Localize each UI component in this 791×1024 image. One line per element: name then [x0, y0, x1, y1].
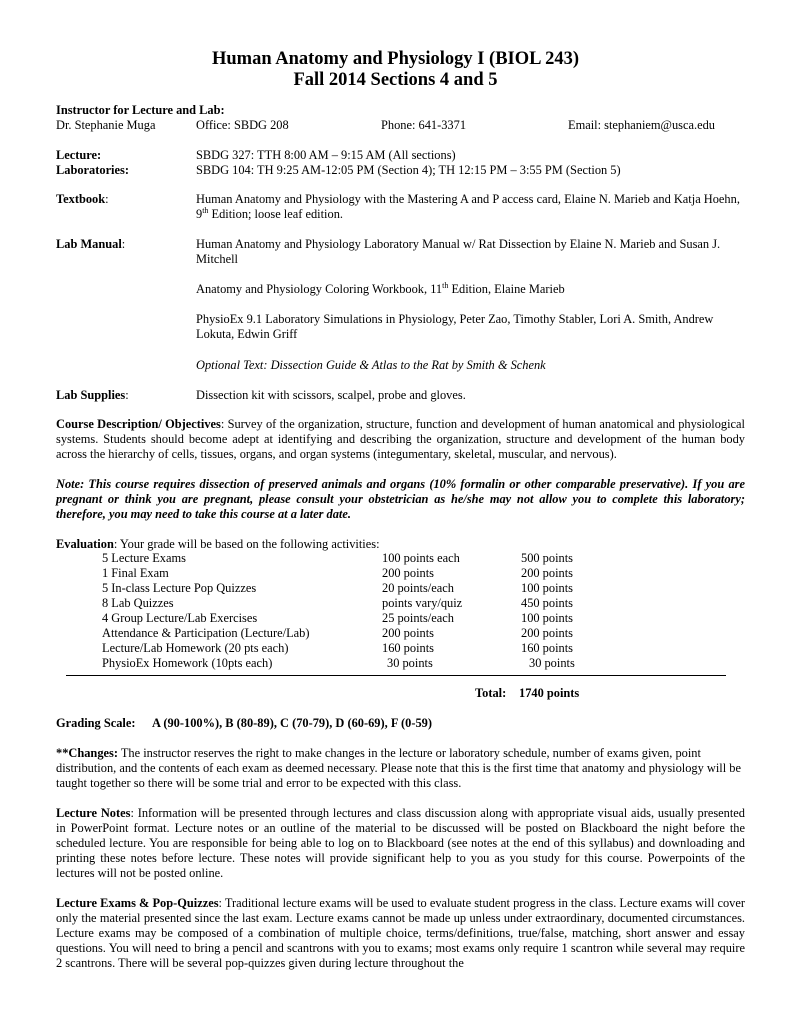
changes-text: The instructor reserves the right to make changes in the lecture or laboratory schedule, number of exams given, point distribution, and the contents of each exam as deemed necessary. Please note that this is the first time that anatomy and physiology will be taught together so there will be some trial and error to be expected with this class. — [56, 746, 741, 790]
optional-text: Optional Text: Dissection Guide & Atlas to the Rat by Smith & Schenk — [196, 358, 546, 372]
instructor-office: Office: SBDG 208 — [196, 118, 289, 132]
document-title: Human Anatomy and Physiology I (BIOL 243) — [212, 49, 579, 69]
evaluation-points-each: 200 points — [382, 626, 434, 640]
lab-supplies-colon: : — [125, 388, 129, 402]
changes-label: **Changes: — [56, 746, 118, 760]
evaluation-points-each: 100 points each — [382, 551, 460, 565]
course-description-label: Course Description/ Objectives — [56, 417, 221, 431]
evaluation-points-each: points vary/quiz — [382, 596, 463, 610]
evaluation-row — [0, 581, 791, 596]
textbook-sup: th — [202, 205, 209, 215]
evaluation-points-each: 25 points/each — [382, 611, 454, 625]
evaluation-activity: Attendance & Participation (Lecture/Lab) — [102, 626, 310, 640]
instructor-email: Email: stephaniem@usca.edu — [568, 118, 715, 132]
grading-scale-value: A (90-100%), B (80-89), C (70-79), D (60-69), F (0-59) — [152, 716, 432, 730]
lab-manual-item-2-end: Edition, Elaine Marieb — [448, 282, 565, 296]
lecture-label: Lecture: — [56, 148, 102, 162]
lecture-notes-paragraph — [56, 806, 745, 881]
evaluation-row — [0, 611, 791, 626]
lab-manual-item-1: Human Anatomy and Physiology Laboratory Manual w/ Rat Dissection by Elaine N. Marieb and Susan J. Mitchell — [196, 237, 721, 266]
instructor-heading: Instructor for Lecture and Lab: — [56, 103, 225, 117]
lab-manual-label-row — [56, 237, 125, 252]
evaluation-intro — [56, 537, 380, 552]
textbook-citation — [196, 192, 746, 222]
labs-schedule: SBDG 104: TH 9:25 AM-12:05 PM (Section 4); TH 12:15 PM – 3:55 PM (Section 5) — [196, 163, 621, 177]
textbook-label-row — [56, 192, 109, 207]
evaluation-divider — [66, 675, 726, 676]
lab-supplies-label: Lab Supplies — [56, 388, 126, 402]
evaluation-points-each: 20 points/each — [382, 581, 454, 595]
instructor-phone: Phone: 641-3371 — [381, 118, 467, 132]
textbook-colon: : — [105, 192, 109, 206]
evaluation-points-each: 30 points — [387, 656, 433, 670]
evaluation-row — [0, 641, 791, 656]
lecture-exams-label: Lecture Exams & Pop-Quizzes — [56, 896, 219, 910]
total-value: 1740 points — [519, 686, 580, 700]
evaluation-points-total: 200 points — [521, 626, 573, 640]
total-label: Total: — [475, 686, 507, 700]
evaluation-activity: 8 Lab Quizzes — [102, 596, 174, 610]
instructor-name: Dr. Stephanie Muga — [56, 118, 156, 132]
lecture-exams-paragraph — [56, 896, 745, 971]
textbook-label: Textbook — [56, 192, 106, 206]
evaluation-points-total: 450 points — [521, 596, 573, 610]
evaluation-activity: 5 In-class Lecture Pop Quizzes — [102, 581, 257, 595]
evaluation-row — [0, 551, 791, 566]
lecture-schedule: SBDG 327: TTH 8:00 AM – 9:15 AM (All sections) — [196, 148, 456, 162]
evaluation-row — [0, 566, 791, 581]
evaluation-row — [0, 656, 791, 671]
course-description — [56, 417, 745, 462]
evaluation-points-total: 30 points — [529, 656, 575, 670]
lab-manual-colon: : — [121, 237, 126, 251]
evaluation-points-each: 200 points — [382, 566, 434, 580]
evaluation-activity: 5 Lecture Exams — [102, 551, 186, 565]
lecture-notes-text: : Information will be presented through lectures and class discussion along with appropriate visual aids, usually presented in PowerPoint format. Lecture notes or an outline of the material to be discussed will be posted on Blackboard the night before the scheduled lecture. You are responsible for being able to log on to Blackboard (see notes at the end of this syllabus) and downloading and printing these notes before lecture. These notes will provide significant help to you as you study for this course. Powerpoints of the lectures will not be posted online. — [56, 806, 745, 880]
evaluation-points-total: 500 points — [521, 551, 573, 565]
evaluation-row — [0, 626, 791, 641]
evaluation-points-total: 100 points — [521, 581, 573, 595]
lecture-exams-text: : Traditional lecture exams will be used to evaluate student progress in the class. Lecture exams will cover only the material presented since the last exam. Lecture exams cannot be made up unless under extraordinary, documented circumstances. Lecture exams may be composed of a combination of multiple choice, terms/definitions, true/false, matching, short answer and essay questions. You will need to bring a pencil and scantrons with you to exams; most exams only require 1 scantron while several may require 2 scantrons. There will be several pop-quizzes given during lecture throughout the — [56, 896, 746, 970]
evaluation-points-total: 200 points — [521, 566, 573, 580]
evaluation-activity: 1 Final Exam — [102, 566, 169, 580]
changes-paragraph — [56, 746, 745, 791]
pregnancy-note-text: Note: This course requires dissection of preserved animals and organs (10% formalin or other comparable preservative). If you are pregnant or think you are pregnant, please consult your obstetrician as he/she may not allow you to complete this laboratory; therefore, you may need to take this course at a later date. — [56, 477, 745, 521]
course-description-text: : Survey of the organization, structure, function and development of human anatomical and physiological systems. Students should become adept at identifying and describing the organization, structure and development of the human body across the hierarchy of cells, tissues, organs, and organ systems (integumentary, skeletal, muscular, and nervous). — [56, 417, 745, 461]
lab-manual-item-4 — [196, 358, 746, 373]
lecture-notes-label: Lecture Notes — [56, 806, 131, 820]
evaluation-points-total: 100 points — [521, 611, 573, 625]
pregnancy-note — [56, 477, 745, 522]
evaluation-points-total: 160 points — [521, 641, 573, 655]
lab-manual-item-3: PhysioEx 9.1 Laboratory Simulations in Physiology, Peter Zao, Timothy Stabler, Lori A. Smith, Andrew Lokuta, Edwin Griff — [196, 312, 714, 341]
lab-supplies-value: Dissection kit with scissors, scalpel, probe and gloves. — [196, 388, 466, 402]
document-subtitle: Fall 2014 Sections 4 and 5 — [293, 70, 498, 90]
evaluation-label: Evaluation — [56, 537, 114, 551]
textbook-text-end: Edition; loose leaf edition. — [208, 207, 343, 221]
evaluation-intro-text: : Your grade will be based on the following activities: — [113, 537, 380, 551]
lab-manual-label: Lab Manual — [56, 237, 122, 251]
lab-manual-item-2 — [196, 282, 746, 297]
evaluation-activity: PhysioEx Homework (10pts each) — [102, 656, 273, 670]
lab-manual-item-2-text: Anatomy and Physiology Coloring Workbook, 11 — [196, 282, 443, 296]
evaluation-activity: 4 Group Lecture/Lab Exercises — [102, 611, 258, 625]
evaluation-points-each: 160 points — [382, 641, 434, 655]
grading-scale-label: Grading Scale: — [56, 716, 136, 730]
evaluation-row — [0, 596, 791, 611]
textbook-text: Human Anatomy and Physiology with the Mastering A and P access card, Elaine N. Marieb and Katja Hoehn, 9 — [196, 192, 740, 221]
lab-supplies-label-row — [56, 388, 129, 403]
lab-manual-item-2-sup: th — [442, 280, 449, 290]
evaluation-activity: Lecture/Lab Homework (20 pts each) — [102, 641, 289, 655]
labs-label: Laboratories: — [56, 163, 129, 177]
